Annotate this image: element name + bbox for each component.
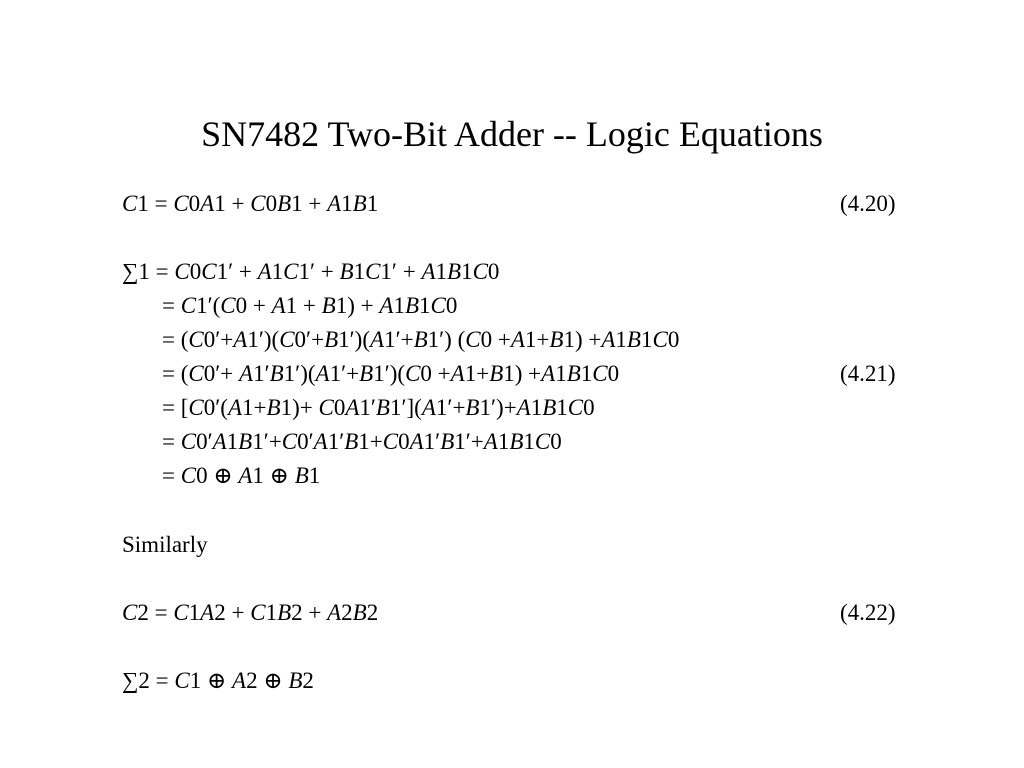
equation-sum1-step3: = (C0′+ A1′B1′)(A1′+B1′)(C0 +A1+B1) +A1B1C0 xyxy=(162,361,620,386)
equation-number-4-21: (4.21) xyxy=(840,361,896,386)
equation-c1: C1 = C0A1 + C0B1 + A1B1 xyxy=(122,191,379,216)
slide-title: SN7482 Two-Bit Adder -- Logic Equations xyxy=(201,114,823,154)
equation-sum1-step4: = [C0′(A1+B1)+ C0A1′B1′](A1′+B1′)+A1B1C0 xyxy=(162,395,595,420)
equation-sum1-step2: = (C0′+A1′)(C0′+B1′)(A1′+B1′) (C0 +A1+B1) +A1B1C0 xyxy=(162,327,680,352)
equation-sum1: ∑1 = C0C1′ + A1C1′ + B1C1′ + A1B1C0 xyxy=(122,259,500,284)
equation-sum2: ∑2 = C1 ⊕ A2 ⊕ B2 xyxy=(122,668,314,693)
equation-sum1-step5: = C0′A1B1′+C0′A1′B1+C0A1′B1′+A1B1C0 xyxy=(162,429,562,454)
equation-number-4-20: (4.20) xyxy=(840,191,896,216)
similarly-text: Similarly xyxy=(122,532,208,557)
equation-c2: C2 = C1A2 + C1B2 + A2B2 xyxy=(122,600,379,625)
equation-number-4-22: (4.22) xyxy=(840,600,896,625)
equation-sum1-step1: = C1′(C0 + A1 + B1) + A1B1C0 xyxy=(162,293,458,318)
equation-sum1-result: = C0 ⊕ A1 ⊕ B1 xyxy=(162,463,321,488)
